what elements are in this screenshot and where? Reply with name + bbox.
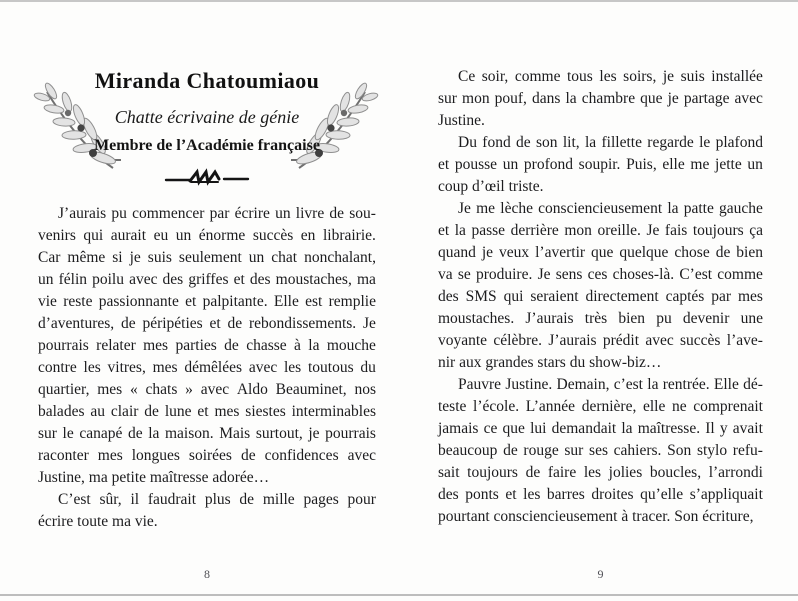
calligraphic-knot-icon <box>163 167 251 191</box>
section-divider <box>38 167 376 196</box>
left-page <box>38 0 376 601</box>
paragraph <box>438 198 763 374</box>
text-line: un félin poilu avec des griffes et des moustaches, ma <box>38 271 376 288</box>
text-line: et pousse un profond soupir. Puis, elle me jette un <box>438 156 763 173</box>
text-line: sur le canapé de la maison. Mais surtout, je pourrais <box>38 425 376 442</box>
paragraph <box>438 374 763 528</box>
text-line: Ce soir, comme tous les soirs, je suis installée <box>458 68 763 85</box>
text-line: Justine, ma petite maîtresse adorée… <box>38 469 270 486</box>
text-line: Pauvre Justine. Demain, c’est la rentrée. Elle dé- <box>458 376 763 393</box>
text-line: des ponts et les barres droites qu’elle s’appliquait <box>438 486 763 503</box>
text-line: balades au clair de lune et mes siestes interminables <box>38 403 376 420</box>
text-line: pourrais relater mes parties de chasse à la mouche <box>38 337 376 354</box>
text-line: coup d’œil triste. <box>438 178 544 195</box>
text-line: quartier, mes « chats » avec Aldo Beauminet, nos <box>38 381 376 398</box>
text-line: teste l’école. L’année dernière, elle ne comprenait <box>438 398 763 415</box>
text-line: beaucoup de rouge sur ses cahiers. Son stylo refu- <box>438 442 763 459</box>
page-number: 8 <box>204 567 210 581</box>
text-line: Je me lèche consciencieusement la patte gauche <box>458 200 763 217</box>
paragraph <box>38 203 376 489</box>
page-body-text <box>38 203 376 533</box>
paragraph <box>438 132 763 198</box>
author-affiliation: Membre de l’Académie française <box>94 137 320 154</box>
text-line: venirs qui aurait eu un énorme succès en librairie. <box>38 227 376 244</box>
text-line: J’aurais pu commencer par écrire un livre de sou- <box>58 205 376 222</box>
paragraph <box>38 489 376 533</box>
text-line: nir aux grandes stars du show-biz… <box>438 354 662 371</box>
text-line: des SMS qui seraient directement captés par mes <box>438 288 763 305</box>
text-line: quand je veux l’avertir que quelque chose de bien <box>438 244 763 261</box>
author-name: Miranda Chatoumiaou <box>94 68 320 93</box>
text-line: moustaches. J’aurais très bien pu devenir une <box>438 310 763 327</box>
text-line: et la passe derrière mon oreille. Je fais toujours ça <box>438 222 763 239</box>
text-line: Du fond de son lit, la fillette regarde le plafond <box>458 134 763 151</box>
olive-branch-icon <box>31 82 123 178</box>
page-body-text <box>438 66 763 528</box>
text-line: contre les vitres, mes démêlées avec les toutous du <box>38 359 376 376</box>
author-subtitle: Chatte écrivaine de génie <box>114 107 300 127</box>
text-line: Car même si je suis seulement un chat nonchalant, <box>38 249 376 266</box>
text-line: écrire toute ma vie. <box>38 513 158 530</box>
paragraph <box>438 66 763 132</box>
text-line: C’est sûr, il faudrait plus de mille pages pour <box>58 491 376 508</box>
text-line: voyante célèbre. J’aurais prédit avec succès l’ave- <box>438 332 763 349</box>
text-line: vie reste passionnante et palpitante. Elle est remplie <box>38 293 376 310</box>
text-line: sait toujours de faire les jolies boucles, l’arrondi <box>438 464 763 481</box>
text-line: va se produire. Je sens ces choses-là. C’est comme <box>438 266 763 283</box>
text-line: raconter mes longues soirées de confidences avec <box>38 447 376 464</box>
page-number: 9 <box>597 567 604 581</box>
text-line: sur mon pouf, dans la chambre que je partage avec <box>438 90 763 107</box>
right-page <box>438 0 763 601</box>
text-line: jamais ce que lui demandait la maîtresse. Il y avait <box>438 420 763 437</box>
olive-branch-icon <box>289 82 381 178</box>
text-line: Justine. <box>438 112 485 129</box>
text-line: d’aventures, de péripéties et de rebondissements. Je <box>38 315 376 332</box>
text-line: pourtant consciencieusement à tracer. Son écriture, <box>438 508 754 525</box>
